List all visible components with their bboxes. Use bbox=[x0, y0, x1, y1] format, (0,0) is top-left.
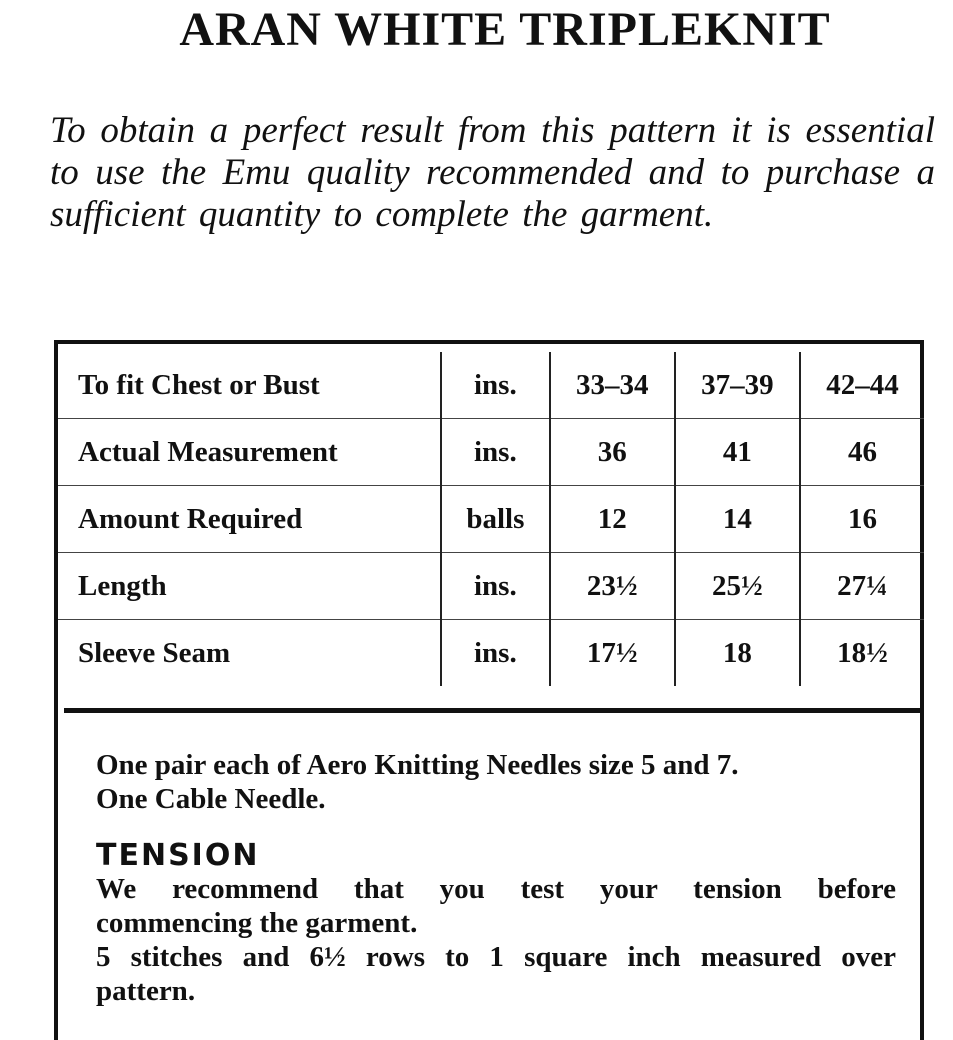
size-value: 41 bbox=[675, 419, 800, 486]
size-table bbox=[58, 352, 924, 686]
tension-text: We recommend that you test your tension before bbox=[96, 873, 896, 905]
row-unit: ins. bbox=[441, 419, 550, 486]
row-unit: ins. bbox=[441, 620, 550, 687]
cable-needle-line: One Cable Needle. bbox=[96, 783, 326, 815]
size-value: 27¼ bbox=[800, 553, 924, 620]
row-unit: balls bbox=[441, 486, 550, 553]
table-row bbox=[58, 620, 924, 687]
row-unit: ins. bbox=[441, 553, 550, 620]
tension-text: 5 stitches and 6½ rows to 1 square inch measured over bbox=[96, 941, 896, 973]
row-unit: ins. bbox=[441, 352, 550, 419]
table-row bbox=[58, 352, 924, 419]
size-value: 12 bbox=[550, 486, 675, 553]
pattern-info-box bbox=[54, 340, 924, 1040]
table-row bbox=[58, 419, 924, 486]
size-value: 16 bbox=[800, 486, 924, 553]
size-value: 42–44 bbox=[800, 352, 924, 419]
tension-heading: TENSION bbox=[96, 838, 260, 873]
size-value: 17½ bbox=[550, 620, 675, 687]
size-value: 18 bbox=[675, 620, 800, 687]
size-value: 25½ bbox=[675, 553, 800, 620]
size-value: 37–39 bbox=[675, 352, 800, 419]
tension-text: commencing the garment. bbox=[96, 907, 418, 939]
table-row bbox=[58, 486, 924, 553]
size-value: 33–34 bbox=[550, 352, 675, 419]
row-label: To fit Chest or Bust bbox=[58, 352, 441, 419]
intro-paragraph: To obtain a perfect result from this pattern it is essential to use the Emu quality recommended and to purchase a sufficient quantity to complete the garment. bbox=[50, 110, 935, 235]
page-title: ARAN WHITE TRIPLEKNIT bbox=[179, 3, 831, 56]
materials-notes bbox=[96, 748, 896, 1008]
table-row bbox=[58, 553, 924, 620]
needles-line: One pair each of Aero Knitting Needles size 5 and 7. bbox=[96, 749, 739, 781]
size-value: 18½ bbox=[800, 620, 924, 687]
row-label: Sleeve Seam bbox=[78, 636, 231, 669]
row-label: Actual Measurement bbox=[58, 419, 441, 486]
tension-text: pattern. bbox=[96, 975, 196, 1007]
section-divider bbox=[64, 708, 920, 713]
row-label: Amount Required bbox=[58, 486, 441, 553]
size-value: 14 bbox=[675, 486, 800, 553]
size-value: 36 bbox=[550, 419, 675, 486]
size-value: 46 bbox=[800, 419, 924, 486]
size-value: 23½ bbox=[550, 553, 675, 620]
row-label: Length bbox=[58, 553, 441, 620]
